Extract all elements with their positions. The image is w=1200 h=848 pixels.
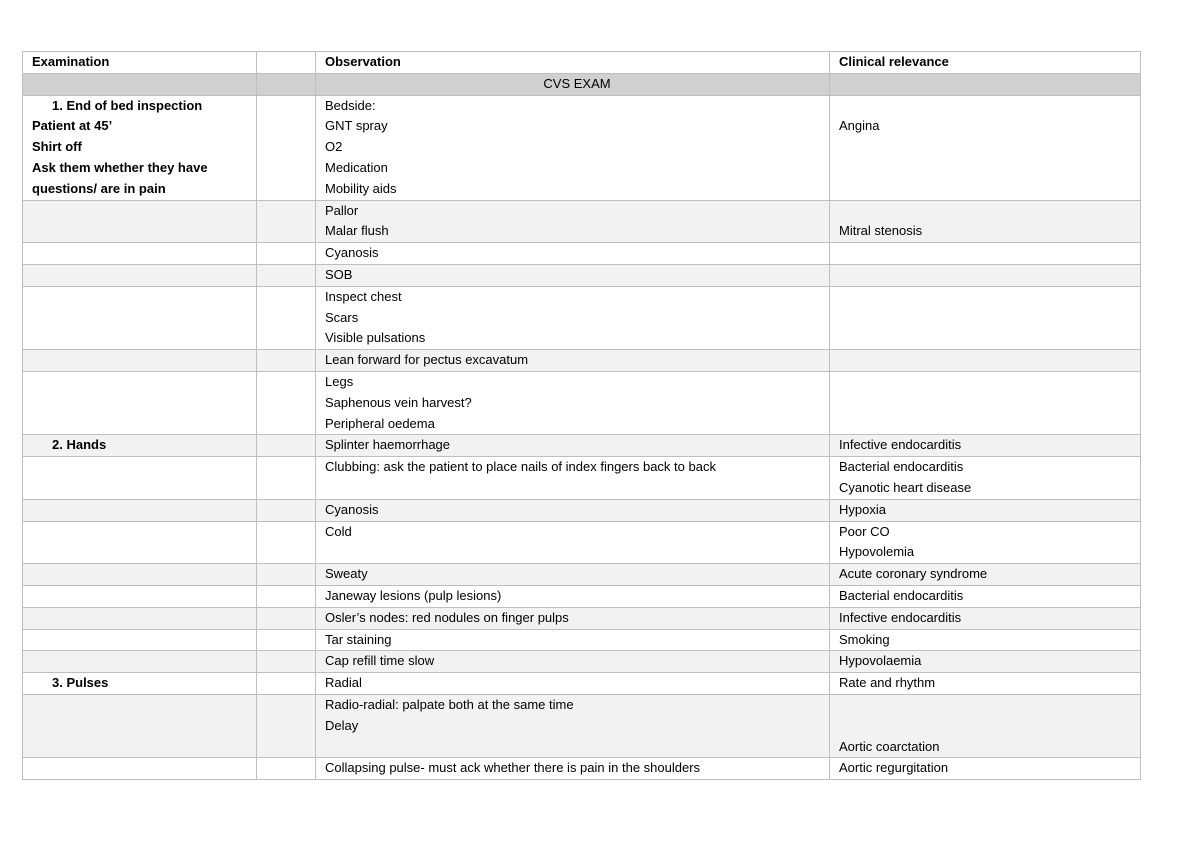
table-row bbox=[23, 651, 1141, 673]
clinical-relevance-cell-line: Aortic coarctation bbox=[839, 738, 940, 754]
document-page bbox=[22, 51, 1140, 780]
examination-cell-line bbox=[32, 201, 256, 222]
examination-cell bbox=[23, 264, 257, 286]
table-row bbox=[23, 243, 1141, 265]
observation-cell-line: Cold bbox=[325, 523, 352, 539]
observation-cell-line: Lean forward for pectus excavatum bbox=[325, 352, 529, 368]
observation-cell-line: Peripheral oedema bbox=[325, 415, 435, 431]
observation-cell bbox=[316, 371, 830, 434]
observation-cell-line: Saphenous vein harvest? bbox=[325, 394, 472, 410]
table-row bbox=[23, 371, 1141, 434]
examination-cell bbox=[23, 243, 257, 265]
examination-cell-line bbox=[32, 758, 256, 779]
header-examination: Examination bbox=[23, 52, 257, 74]
observation-cell bbox=[316, 499, 830, 521]
examination-cell bbox=[23, 585, 257, 607]
observation-cell bbox=[316, 264, 830, 286]
table-row bbox=[23, 264, 1141, 286]
blank-cell bbox=[257, 694, 316, 757]
table-row bbox=[23, 521, 1141, 564]
clinical-relevance-cell bbox=[830, 694, 1141, 757]
clinical-relevance-cell-line bbox=[839, 96, 1140, 117]
examination-cell-line: questions/ are in pain bbox=[32, 180, 166, 196]
observation-cell-line: Visible pulsations bbox=[325, 330, 426, 346]
observation-cell-line: Malar flush bbox=[325, 223, 389, 239]
clinical-relevance-cell-line bbox=[839, 201, 1140, 222]
table-body bbox=[23, 52, 1141, 780]
observation-cell bbox=[316, 651, 830, 673]
observation-cell-line: Cyanosis bbox=[325, 501, 379, 517]
clinical-relevance-cell bbox=[830, 585, 1141, 607]
observation-cell bbox=[316, 758, 830, 780]
examination-cell-line bbox=[32, 564, 256, 585]
observation-cell-line: Radio-radial: palpate both at the same time bbox=[325, 696, 574, 712]
blank-cell bbox=[257, 243, 316, 265]
examination-cell-line bbox=[32, 695, 256, 716]
examination-cell-line bbox=[32, 243, 256, 264]
examination-cell bbox=[23, 350, 257, 372]
clinical-relevance-cell-line: Rate and rhythm bbox=[839, 675, 936, 691]
examination-cell-line bbox=[32, 265, 256, 286]
clinical-relevance-cell-line: Smoking bbox=[839, 631, 890, 647]
examination-cell bbox=[23, 200, 257, 243]
clinical-relevance-cell bbox=[830, 350, 1141, 372]
table-row bbox=[23, 435, 1141, 457]
observation-cell-line: Mobility aids bbox=[325, 180, 397, 196]
examination-cell-line: Shirt off bbox=[32, 139, 82, 155]
examination-cell bbox=[23, 673, 257, 695]
clinical-relevance-cell bbox=[830, 435, 1141, 457]
observation-cell bbox=[316, 673, 830, 695]
table-row bbox=[23, 499, 1141, 521]
section-cell-empty-1 bbox=[23, 73, 257, 95]
clinical-relevance-cell-line bbox=[839, 137, 1140, 158]
observation-cell bbox=[316, 435, 830, 457]
examination-cell bbox=[23, 95, 257, 200]
clinical-relevance-cell-line bbox=[839, 372, 1140, 393]
clinical-relevance-cell-line: Poor CO bbox=[839, 523, 890, 539]
clinical-relevance-cell-line: Hypoxia bbox=[839, 501, 886, 517]
clinical-relevance-cell-line bbox=[839, 179, 1140, 200]
observation-cell-line: Medication bbox=[325, 159, 388, 175]
examination-cell bbox=[23, 564, 257, 586]
observation-cell-line: Sweaty bbox=[325, 566, 368, 582]
examination-cell-line: Patient at 45’ bbox=[32, 118, 113, 134]
examination-cell bbox=[23, 457, 257, 500]
examination-cell bbox=[23, 286, 257, 349]
table-row bbox=[23, 758, 1141, 780]
observation-cell bbox=[316, 350, 830, 372]
examination-cell-line bbox=[32, 608, 256, 629]
observation-cell bbox=[316, 521, 830, 564]
examination-cell bbox=[23, 651, 257, 673]
table-row bbox=[23, 673, 1141, 695]
observation-cell bbox=[316, 95, 830, 200]
table-row bbox=[23, 457, 1141, 500]
clinical-relevance-cell-line: Acute coronary syndrome bbox=[839, 566, 988, 582]
clinical-relevance-cell bbox=[830, 200, 1141, 243]
blank-cell bbox=[257, 629, 316, 651]
clinical-relevance-cell-line: Infective endocarditis bbox=[839, 609, 962, 625]
table-row bbox=[23, 607, 1141, 629]
blank-cell bbox=[257, 350, 316, 372]
observation-cell-line: Bedside: bbox=[325, 97, 376, 113]
clinical-relevance-cell bbox=[830, 286, 1141, 349]
observation-cell bbox=[316, 607, 830, 629]
observation-cell bbox=[316, 200, 830, 243]
clinical-relevance-cell bbox=[830, 457, 1141, 500]
blank-cell bbox=[257, 673, 316, 695]
observation-cell bbox=[316, 629, 830, 651]
observation-cell bbox=[316, 694, 830, 757]
examination-cell-line bbox=[32, 522, 256, 543]
table-row bbox=[23, 564, 1141, 586]
clinical-relevance-cell-line: Aortic regurgitation bbox=[839, 760, 949, 776]
examination-cell-line: Ask them whether they have bbox=[32, 159, 208, 175]
examination-cell bbox=[23, 694, 257, 757]
blank-cell bbox=[257, 457, 316, 500]
observation-cell-line: Pallor bbox=[325, 202, 359, 218]
clinical-relevance-cell bbox=[830, 673, 1141, 695]
blank-cell bbox=[257, 521, 316, 564]
table-row bbox=[23, 95, 1141, 200]
clinical-relevance-cell bbox=[830, 521, 1141, 564]
observation-cell bbox=[316, 457, 830, 500]
clinical-relevance-cell-line bbox=[839, 265, 1140, 286]
examination-cell bbox=[23, 607, 257, 629]
clinical-relevance-cell-line bbox=[839, 158, 1140, 179]
clinical-relevance-cell bbox=[830, 607, 1141, 629]
cvs-exam-table bbox=[22, 51, 1141, 780]
observation-cell bbox=[316, 564, 830, 586]
clinical-relevance-cell-line: Angina bbox=[839, 118, 880, 134]
clinical-relevance-cell-line bbox=[839, 695, 1140, 716]
blank-cell bbox=[257, 264, 316, 286]
header-clinical-relevance: Clinical relevance bbox=[830, 52, 1141, 74]
clinical-relevance-cell-line: Mitral stenosis bbox=[839, 223, 923, 239]
observation-cell-line: O2 bbox=[325, 139, 343, 155]
clinical-relevance-cell bbox=[830, 758, 1141, 780]
clinical-relevance-cell-line bbox=[839, 287, 1140, 308]
blank-cell bbox=[257, 499, 316, 521]
blank-cell bbox=[257, 564, 316, 586]
blank-cell bbox=[257, 651, 316, 673]
observation-cell-line: GNT spray bbox=[325, 118, 388, 134]
header-row bbox=[23, 52, 1141, 74]
clinical-relevance-cell bbox=[830, 651, 1141, 673]
observation-cell-line: Splinter haemorrhage bbox=[325, 437, 451, 453]
observation-cell-line bbox=[325, 737, 829, 758]
clinical-relevance-cell-line: Hypovolaemia bbox=[839, 653, 922, 669]
clinical-relevance-cell-line: Cyanotic heart disease bbox=[839, 479, 972, 495]
observation-cell-line: Delay bbox=[325, 717, 359, 733]
clinical-relevance-cell bbox=[830, 371, 1141, 434]
section-title: CVS EXAM bbox=[316, 73, 830, 95]
examination-cell bbox=[23, 629, 257, 651]
clinical-relevance-cell bbox=[830, 264, 1141, 286]
observation-cell-line: Osler’s nodes: red nodules on finger pulps bbox=[325, 609, 569, 625]
header-observation: Observation bbox=[316, 52, 830, 74]
blank-cell bbox=[257, 95, 316, 200]
clinical-relevance-cell-line bbox=[839, 350, 1140, 371]
examination-cell-line: 3. Pulses bbox=[52, 675, 109, 691]
blank-cell bbox=[257, 435, 316, 457]
examination-cell-line: 1. End of bed inspection bbox=[52, 97, 203, 113]
examination-cell bbox=[23, 435, 257, 457]
clinical-relevance-cell-line bbox=[839, 716, 1140, 737]
observation-cell bbox=[316, 585, 830, 607]
blank-cell bbox=[257, 607, 316, 629]
clinical-relevance-cell-line: Bacterial endocarditis bbox=[839, 587, 964, 603]
observation-cell-line: SOB bbox=[325, 266, 353, 282]
observation-cell-line: Legs bbox=[325, 373, 354, 389]
blank-cell bbox=[257, 585, 316, 607]
examination-cell bbox=[23, 499, 257, 521]
examination-cell-line bbox=[32, 287, 256, 308]
examination-cell bbox=[23, 521, 257, 564]
observation-cell-line: Scars bbox=[325, 309, 359, 325]
blank-cell bbox=[257, 200, 316, 243]
header-blank bbox=[257, 52, 316, 74]
clinical-relevance-cell bbox=[830, 95, 1141, 200]
clinical-relevance-cell-line: Bacterial endocarditis bbox=[839, 459, 964, 475]
blank-cell bbox=[257, 286, 316, 349]
observation-cell-line: Radial bbox=[325, 675, 362, 691]
examination-cell-line: 2. Hands bbox=[52, 437, 107, 453]
observation-cell-line: Inspect chest bbox=[325, 288, 402, 304]
table-row bbox=[23, 350, 1141, 372]
blank-cell bbox=[257, 371, 316, 434]
clinical-relevance-cell bbox=[830, 564, 1141, 586]
observation-cell bbox=[316, 286, 830, 349]
examination-cell-line bbox=[32, 350, 256, 371]
examination-cell bbox=[23, 758, 257, 780]
examination-cell bbox=[23, 371, 257, 434]
clinical-relevance-cell bbox=[830, 243, 1141, 265]
section-row bbox=[23, 73, 1141, 95]
observation-cell bbox=[316, 243, 830, 265]
table-row bbox=[23, 286, 1141, 349]
clinical-relevance-cell bbox=[830, 499, 1141, 521]
examination-cell-line bbox=[32, 651, 256, 672]
examination-cell-line bbox=[32, 372, 256, 393]
clinical-relevance-cell-line: Infective endocarditis bbox=[839, 437, 962, 453]
clinical-relevance-cell bbox=[830, 629, 1141, 651]
examination-cell-line bbox=[32, 500, 256, 521]
examination-cell-line bbox=[32, 586, 256, 607]
blank-cell bbox=[257, 758, 316, 780]
table-row bbox=[23, 694, 1141, 757]
observation-cell-line: Cyanosis bbox=[325, 245, 379, 261]
observation-cell-line: Collapsing pulse- must ack whether there is pain in the shoulders bbox=[325, 760, 701, 776]
section-cell-empty-3 bbox=[830, 73, 1141, 95]
table-row bbox=[23, 629, 1141, 651]
examination-cell-line bbox=[32, 457, 256, 478]
table-row bbox=[23, 200, 1141, 243]
observation-cell-line: Tar staining bbox=[325, 631, 392, 647]
observation-cell-line: Cap refill time slow bbox=[325, 653, 435, 669]
observation-cell-line: Clubbing: ask the patient to place nails of index fingers back to back bbox=[325, 459, 716, 475]
section-cell-empty-2 bbox=[257, 73, 316, 95]
table-row bbox=[23, 585, 1141, 607]
examination-cell-line bbox=[32, 630, 256, 651]
observation-cell-line: Janeway lesions (pulp lesions) bbox=[325, 587, 502, 603]
clinical-relevance-cell-line: Hypovolemia bbox=[839, 544, 915, 560]
clinical-relevance-cell-line bbox=[839, 243, 1140, 264]
